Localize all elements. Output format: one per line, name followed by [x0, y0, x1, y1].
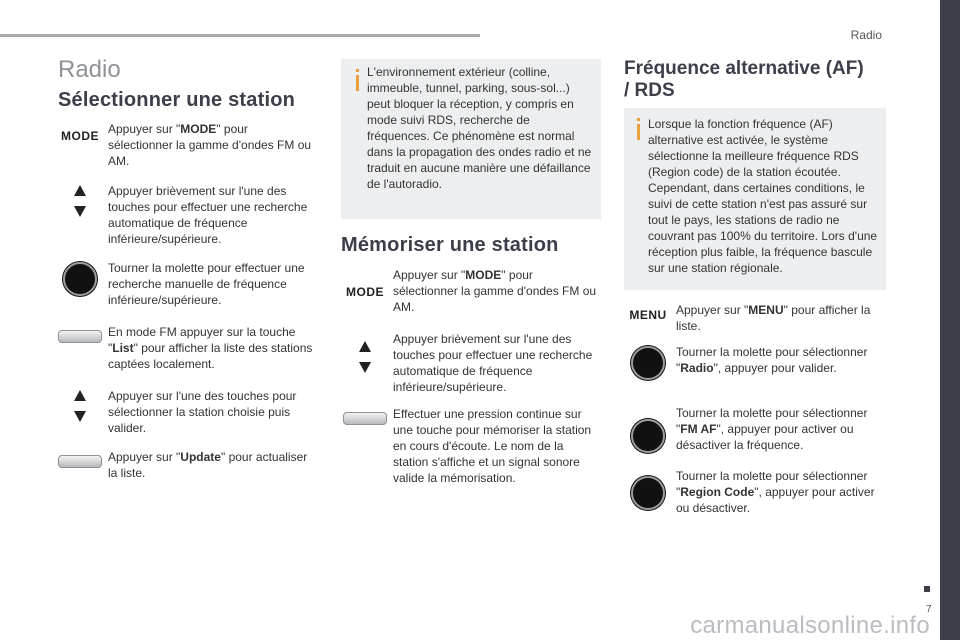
softkey-button-icon	[343, 412, 387, 425]
step-text: Tourner la molette pour sélectionner "Region Code", appuyer pour activer ou désactiver.	[676, 469, 875, 515]
rotary-knob-icon	[63, 262, 97, 296]
page-number: 7	[926, 604, 932, 615]
softkey-button-icon	[58, 330, 102, 343]
page-title: Radio	[58, 56, 121, 83]
rotary-knob-icon	[631, 476, 665, 510]
section-title-af-rds: Fréquence alternative (AF) / RDS	[624, 58, 864, 101]
softkey-button-icon	[58, 455, 102, 468]
step-memorise-seek	[337, 331, 599, 395]
step-select-seek	[52, 183, 314, 247]
info-text: Lorsque la fonction fréquence (AF) alternative est activée, le système sélectionne la meilleure fréquence RDS (Region code) de la station écoutée. Cependant, dans certaines conditions, le suivi de cette station n'est pas assuré sur tout le pays, les stations de radio ne couvrant pas 100% du territoire. Lors d'une réception plus faible, la fréquence bascule sur une station régionale.	[648, 117, 878, 275]
section-title-memorise-station: Mémoriser une station	[341, 234, 559, 256]
step-memorise-mode	[337, 267, 599, 315]
step-text: Tourner la molette pour effectuer une recherche manuelle de fréquence inférieure/supérieure.	[108, 261, 305, 307]
running-header: Radio	[850, 28, 882, 42]
section-title-select-station: Sélectionner une station	[58, 89, 296, 111]
step-select-mode	[52, 121, 314, 169]
menu-button-icon: MENU	[629, 308, 667, 322]
step-select-manual	[52, 260, 314, 308]
step-af-menu	[620, 302, 882, 334]
side-tab-bar	[940, 0, 960, 640]
step-text: Appuyer sur "MENU" pour afficher la liste.	[676, 303, 871, 333]
step-af-region	[620, 468, 882, 516]
step-text: Appuyer sur "MODE" pour sélectionner la gamme d'ondes FM ou AM.	[108, 122, 312, 168]
mode-button-icon: MODE	[346, 285, 384, 299]
step-select-list	[52, 324, 314, 372]
step-af-radio	[620, 344, 882, 380]
step-text: Appuyer sur l'une des touches pour sélectionner la station choisie puis valider.	[108, 389, 297, 435]
step-memorise-hold	[337, 406, 599, 486]
top-rule	[0, 34, 480, 37]
step-text: Appuyer sur "Update" pour actualiser la liste.	[108, 450, 308, 480]
rotary-knob-icon	[631, 346, 665, 380]
step-select-update	[52, 449, 314, 481]
up-down-arrows-icon	[74, 183, 86, 217]
watermark: carmanualsonline.info	[690, 612, 930, 639]
mode-button-icon: MODE	[61, 129, 99, 143]
up-down-arrows-icon	[359, 331, 371, 373]
info-box-af	[624, 108, 886, 290]
step-text: Tourner la molette pour sélectionner "Radio", appuyer pour valider.	[676, 345, 868, 375]
step-af-fmaf	[620, 405, 882, 453]
info-box-environment	[341, 59, 601, 219]
step-select-choose	[52, 388, 314, 436]
info-icon	[637, 124, 640, 140]
info-text: L'environnement extérieur (colline, immeuble, tunnel, parking, sous-sol...) peut bloquer la réception, y compris en mode suivi RDS, recherche de fréquences. Ce phénomène est normal dans la propagation des ondes radio et ne traduit en aucune manière une défaillance de l'autoradio.	[367, 65, 592, 191]
up-down-arrows-icon	[74, 388, 86, 422]
step-text: Appuyer sur "MODE" pour sélectionner la gamme d'ondes FM ou AM.	[393, 268, 597, 314]
step-text: Tourner la molette pour sélectionner "FM AF", appuyer pour activer ou désactiver la fréquence.	[676, 406, 868, 452]
step-text: Appuyer brièvement sur l'une des touches pour effectuer une recherche automatique de fréquence inférieure/supérieure.	[108, 184, 308, 246]
step-text: Appuyer brièvement sur l'une des touches pour effectuer une recherche automatique de fréquence inférieure/supérieure.	[393, 332, 593, 394]
rotary-knob-icon	[631, 419, 665, 453]
info-icon	[356, 75, 359, 91]
step-text: En mode FM appuyer sur la touche "List" pour afficher la liste des stations captées localement.	[108, 325, 313, 371]
step-text: Effectuer une pression continue sur une touche pour mémoriser la station en cours d'écoute. Le nom de la station s'affiche et un signal sonore valide la mémorisation.	[393, 407, 592, 485]
end-marker	[924, 586, 930, 592]
